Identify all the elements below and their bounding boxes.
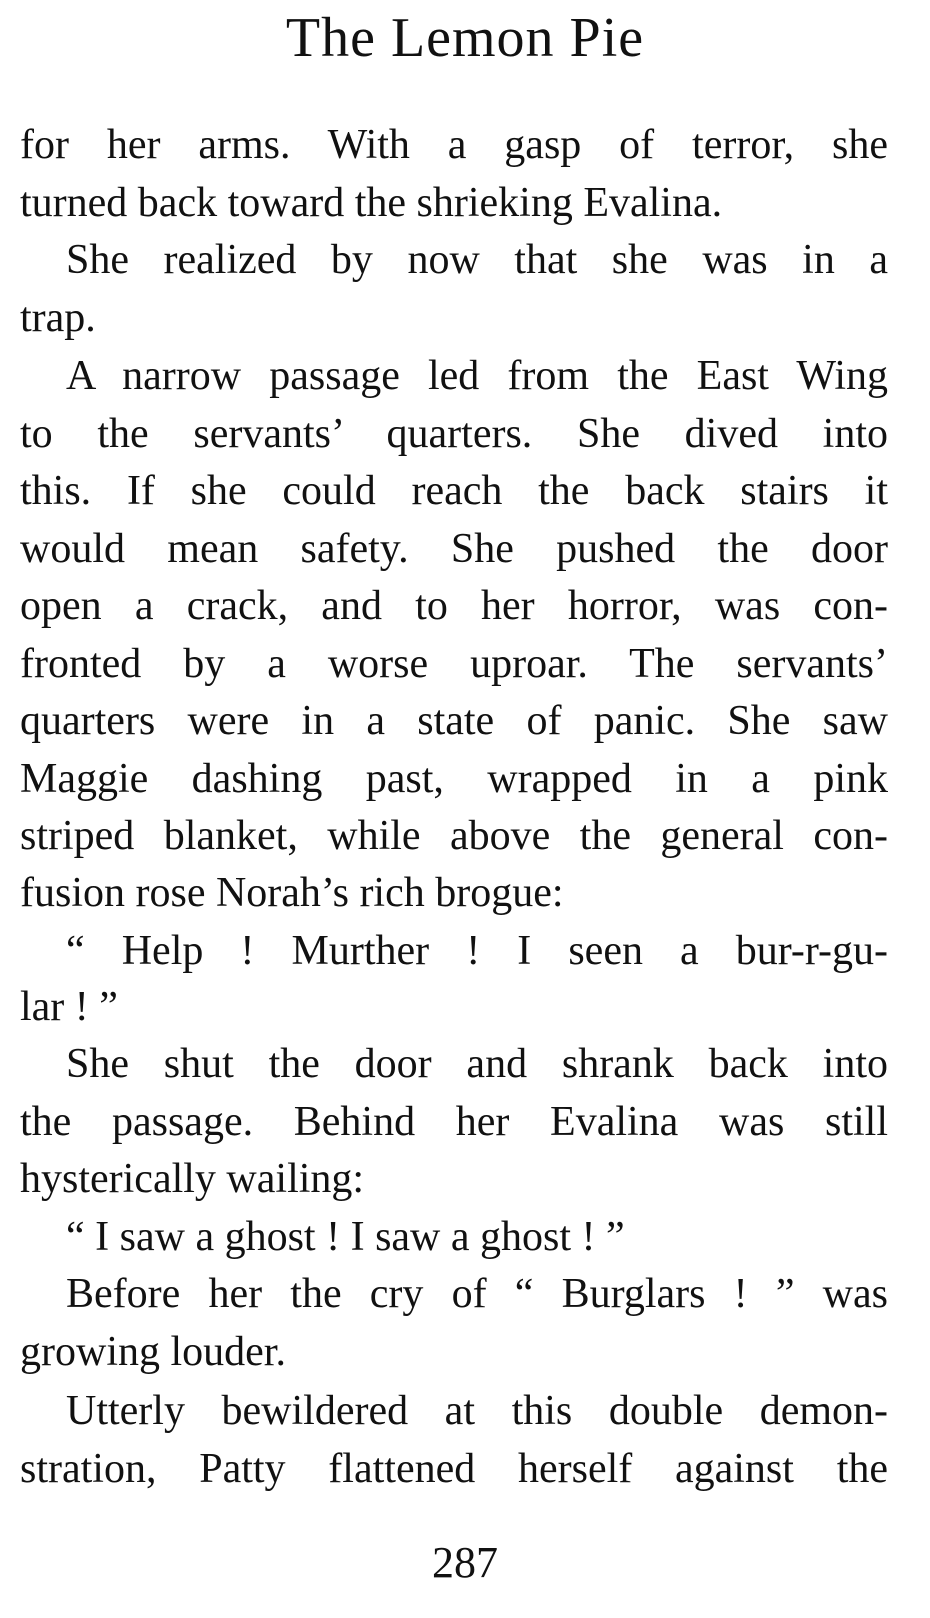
text-line: open a crack, and to her horror, was con- (20, 583, 888, 629)
page-number: 287 (432, 1538, 498, 1587)
text-line: fronted by a worse uproar. The servants’ (20, 641, 888, 687)
text-line: for her arms. With a gasp of terror, she (20, 122, 888, 168)
text-line: growing louder. (20, 1329, 286, 1375)
text-line: lar ! ” (20, 984, 118, 1030)
text-line: trap. (20, 295, 96, 341)
text-line: to the servants’ quarters. She dived into (20, 411, 888, 457)
text-line: She shut the door and shrank back into (66, 1041, 888, 1087)
text-line: fusion rose Norah’s rich brogue: (20, 870, 564, 916)
text-line: Before her the cry of “ Burglars ! ” was (66, 1271, 888, 1317)
running-head: The Lemon Pie (285, 7, 645, 69)
text-line: “ I saw a ghost ! I saw a ghost ! ” (66, 1214, 625, 1260)
text-line: quarters were in a state of panic. She saw (20, 698, 888, 744)
text-line: Utterly bewildered at this double demon- (66, 1388, 888, 1434)
text-line: stration, Patty flattened herself against the (20, 1446, 888, 1492)
text-line: hysterically wailing: (20, 1156, 365, 1202)
text-line: A narrow passage led from the East Wing (66, 353, 888, 399)
text-line: “ Help ! Murther ! I seen a bur-r-gu- (66, 928, 888, 974)
text-line: striped blanket, while above the general con- (20, 813, 888, 859)
text-line: the passage. Behind her Evalina was still (20, 1099, 888, 1145)
text-line: would mean safety. She pushed the door (20, 526, 888, 572)
text-line: Maggie dashing past, wrapped in a pink (20, 756, 888, 802)
text-line: turned back toward the shrieking Evalina. (20, 180, 723, 226)
text-line: She realized by now that she was in a (66, 237, 888, 283)
text-line: this. If she could reach the back stairs it (20, 468, 888, 514)
